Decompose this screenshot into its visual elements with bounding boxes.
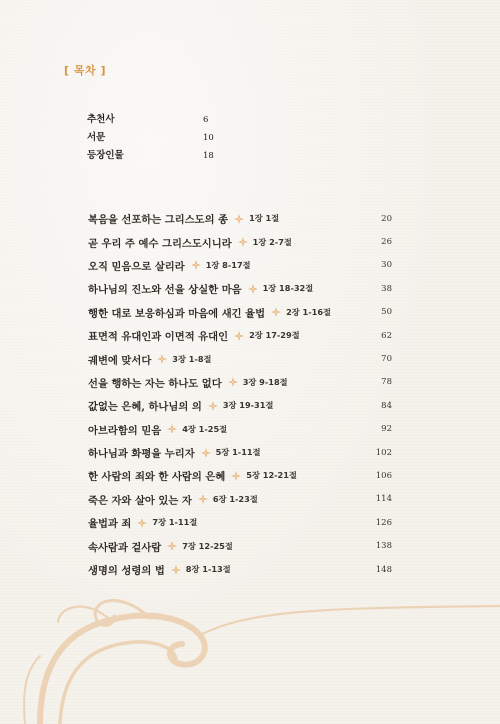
chapter-title: 행한 대로 보응하심과 마음에 새긴 율법 [88,307,266,320]
diamond-star-icon [231,471,241,481]
chapter-item[interactable] [88,534,392,557]
chapter-item[interactable] [88,277,392,300]
chapter-list [88,207,392,581]
chapter-page: 78 [381,377,392,388]
chapter-item[interactable] [88,324,392,347]
chapter-reference: 3장 9-18절 [242,376,288,387]
front-matter-item[interactable] [87,129,227,147]
chapter-page: 106 [375,470,392,481]
chapter-reference: 1장 2-7절 [252,236,292,247]
front-matter-title: 서문 [87,132,106,143]
diamond-star-icon [137,518,147,528]
chapter-item[interactable] [88,301,392,324]
chapter-item[interactable] [88,488,392,511]
chapter-title: 곧 우리 주 예수 그리스도시니라 [88,237,232,250]
chapter-item[interactable] [88,230,392,253]
diamond-star-icon [238,237,248,247]
chapter-page: 62 [381,330,392,341]
diamond-star-icon [234,214,244,224]
chapter-title: 표면적 유대인과 이면적 유대인 [88,331,229,344]
diamond-star-icon [201,448,211,458]
diamond-star-icon [157,354,167,364]
chapter-title: 선을 행하는 자는 하나도 없다 [88,377,222,390]
front-matter-page: 6 [203,115,209,125]
front-matter-page: 10 [203,133,214,143]
chapter-reference: 2장 17-29절 [249,330,300,341]
chapter-reference: 3장 1-8절 [172,353,212,364]
front-matter-item[interactable] [87,147,227,165]
chapter-page: 20 [381,213,392,224]
chapter-item[interactable] [88,441,392,464]
diamond-star-icon [271,307,281,317]
front-matter-page: 18 [203,151,214,161]
chapter-title: 생명의 성령의 법 [88,565,165,578]
diamond-star-icon [208,401,218,411]
chapter-item[interactable] [88,371,392,394]
chapter-item[interactable] [88,464,392,487]
chapter-page: 102 [375,447,392,458]
toc-heading: [ 목차 ] [64,64,106,77]
diamond-star-icon [191,260,201,270]
chapter-item[interactable] [88,254,392,277]
chapter-page: 92 [381,424,392,435]
chapter-item[interactable] [88,394,392,417]
chapter-title: 복음을 선포하는 그리스도의 종 [88,214,229,227]
front-matter-title: 등장인물 [87,150,124,161]
chapter-reference: 8장 1-13절 [185,564,231,575]
chapter-page: 138 [375,541,392,552]
chapter-title: 오직 믿음으로 살리라 [88,260,185,273]
flourish-ornament [0,560,500,724]
front-matter-list [87,111,227,165]
chapter-page: 84 [381,400,392,411]
chapter-page: 38 [381,283,392,294]
chapter-reference: 6장 1-23절 [212,493,258,504]
chapter-item[interactable] [88,511,392,534]
chapter-title: 하나님과 화평을 누리자 [88,448,195,461]
diamond-star-icon [248,284,258,294]
chapter-item[interactable] [88,418,392,441]
chapter-reference: 1장 18-32절 [262,283,314,294]
chapter-title: 값없는 은혜, 하나님의 의 [88,401,202,414]
chapter-reference: 3장 19-31절 [222,400,274,411]
diamond-star-icon [167,424,177,434]
chapter-title: 속사람과 겉사람 [88,541,162,554]
chapter-reference: 7장 12-25절 [182,540,233,551]
diamond-star-icon [234,331,244,341]
chapter-page: 126 [375,517,392,528]
diamond-star-icon [167,541,177,551]
front-matter-item[interactable] [87,111,227,129]
chapter-title: 한 사람의 죄와 한 사람의 은혜 [88,471,226,484]
chapter-reference: 5장 1-11절 [215,447,261,458]
chapter-reference: 1장 8-17절 [205,259,251,270]
chapter-title: 하나님의 진노와 선을 상실한 마음 [88,284,242,297]
chapter-reference: 2장 1-16절 [286,306,331,317]
chapter-page: 30 [381,260,392,271]
chapter-reference: 4장 1-25절 [182,423,228,434]
chapter-item[interactable] [88,207,392,230]
chapter-item[interactable] [88,347,392,370]
chapter-reference: 7장 1-11절 [152,517,198,528]
chapter-page: 70 [381,354,392,365]
chapter-reference: 1장 1절 [249,213,280,224]
diamond-star-icon [228,377,238,387]
chapter-title: 궤변에 맞서다 [88,354,152,367]
diamond-star-icon [198,494,208,504]
chapter-title: 율법과 죄 [88,518,132,531]
chapter-title: 죽은 자와 살아 있는 자 [88,494,192,507]
front-matter-title: 추천사 [87,114,115,125]
chapter-page: 114 [375,494,392,505]
chapter-page: 26 [381,237,392,248]
chapter-page: 148 [375,564,392,575]
chapter-page: 50 [381,307,392,318]
chapter-title: 아브라함의 믿음 [88,424,162,437]
chapter-reference: 5장 12-21절 [246,470,297,481]
